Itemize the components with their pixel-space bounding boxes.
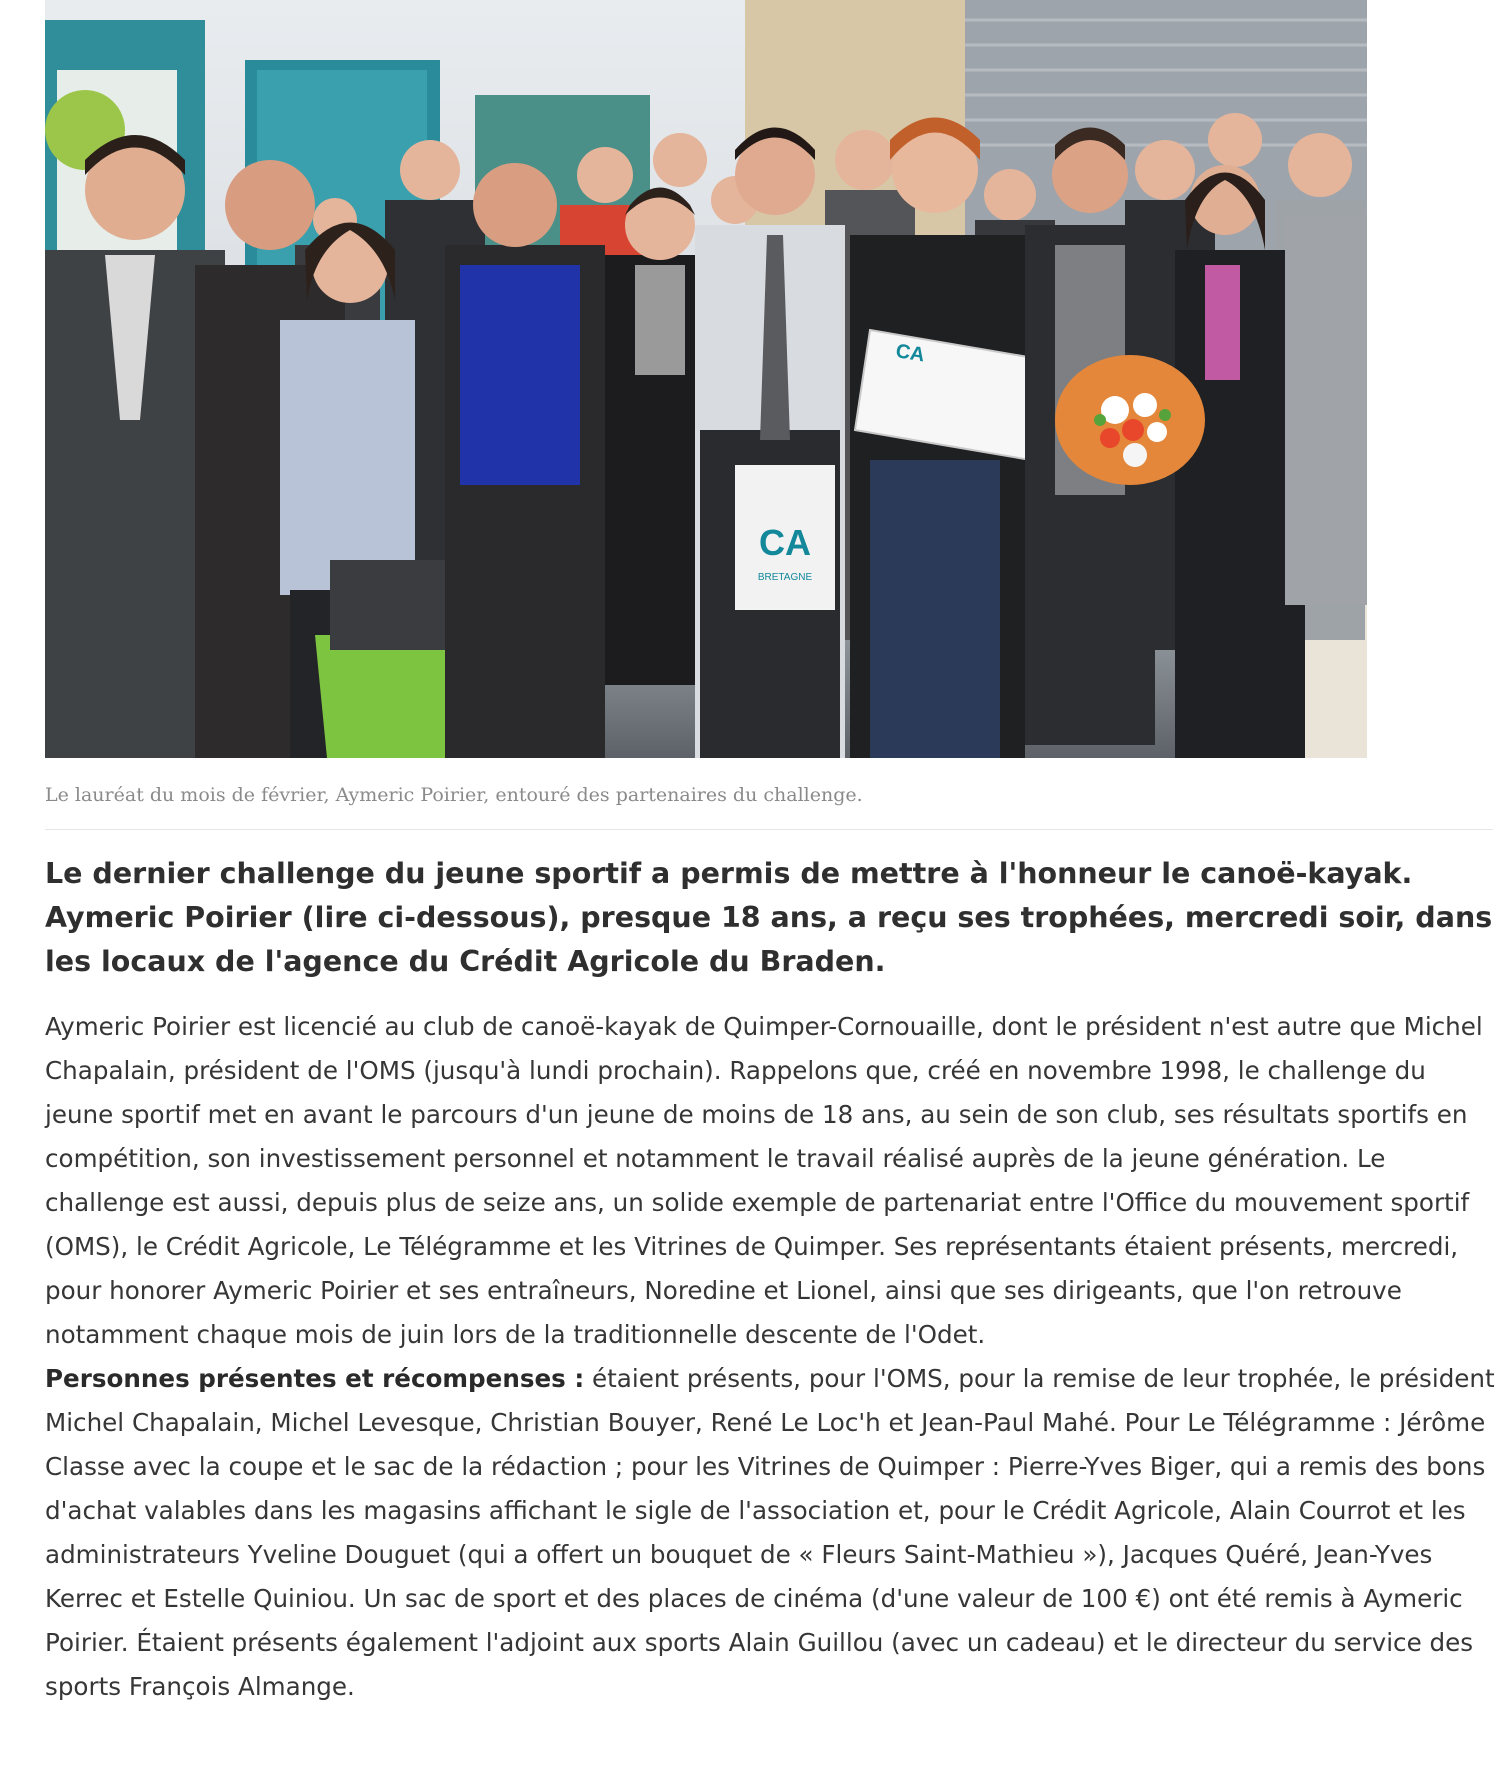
paragraph-text: étaient présents, pour l'OMS, pour la remise de leur trophée, le président Michel Chapalain, Michel Levesque, Christian Bouyer, René Le Loc'h et Jean-Paul Mahé. Pour Le Télégramme : Jérôme Classe avec la coupe et le sac de la rédaction ; pour les Vitrines de Quimper : Pierre-Yves Biger, qui a remis des bons d'achat valables dans les magasins affichant le sigle de l'association et, pour le Crédit Agricole, Alain Courrot et les administrateurs Yveline Douguet (qui a offert un bouquet de « Fleurs Saint-Mathieu »), Jacques Quéré, Jean-Yves Kerrec et Estelle Quiniou. Un sac de sport et des places de cinéma (d'une valeur de 100 €) ont été remis à Aymeric Poirier. Étaient présents également l'adjoint aux sports Alain Guillou (avec un cadeau) et le directeur du service des sports François Almange. [45, 1364, 1495, 1701]
cheque-logo-text: CA [894, 340, 927, 367]
article-lead: Le dernier challenge du jeune sportif a permis de mettre à l'honneur le canoë-kayak. Aymeric Poirier (lire ci-dessous), presque 18 ans, a reçu ses trophées, mercredi soir, dans les locaux de l'agence du Crédit Agricole du Braden. [45, 857, 1493, 978]
paragraph-heading: Personnes présentes et récompenses : [45, 1364, 585, 1393]
section-divider [45, 829, 1493, 830]
article-paragraph [45, 1357, 1495, 1709]
bag-region-text: BRETAGNE [757, 572, 813, 583]
photo-caption: Le lauréat du mois de février, Aymeric Poirier, entouré des partenaires du challenge. [45, 784, 863, 806]
group-photo-icon [45, 0, 1367, 758]
article-paragraph: Aymeric Poirier est licencié au club de canoë-kayak de Quimper-Cornouaille, dont le président n'est autre que Michel Chapalain, président de l'OMS (jusqu'à lundi prochain). Rappelons que, créé en novembre 1998, le challenge du jeune sportif met en avant le parcours d'un jeune de moins de 18 ans, au sein de son club, ses résultats sportifs en compétition, son investissement personnel et notamment le travail réalisé auprès de la jeune génération. Le challenge est aussi, depuis plus de seize ans, un solide exemple de partenariat entre l'Office du mouvement sportif (OMS), le Crédit Agricole, Le Télégramme et les Vitrines de Quimper. Ses représentants étaient présents, mercredi, pour honorer Aymeric Poirier et ses entraîneurs, Noredine et Lionel, ainsi que ses dirigeants, que l'on retrouve notamment chaque mois de juin lors de la traditionnelle descente de l'Odet. [45, 1012, 1483, 1349]
article-photo [45, 0, 1367, 758]
article-body [45, 1005, 1495, 1709]
bag-logo-text: CA [759, 522, 811, 563]
